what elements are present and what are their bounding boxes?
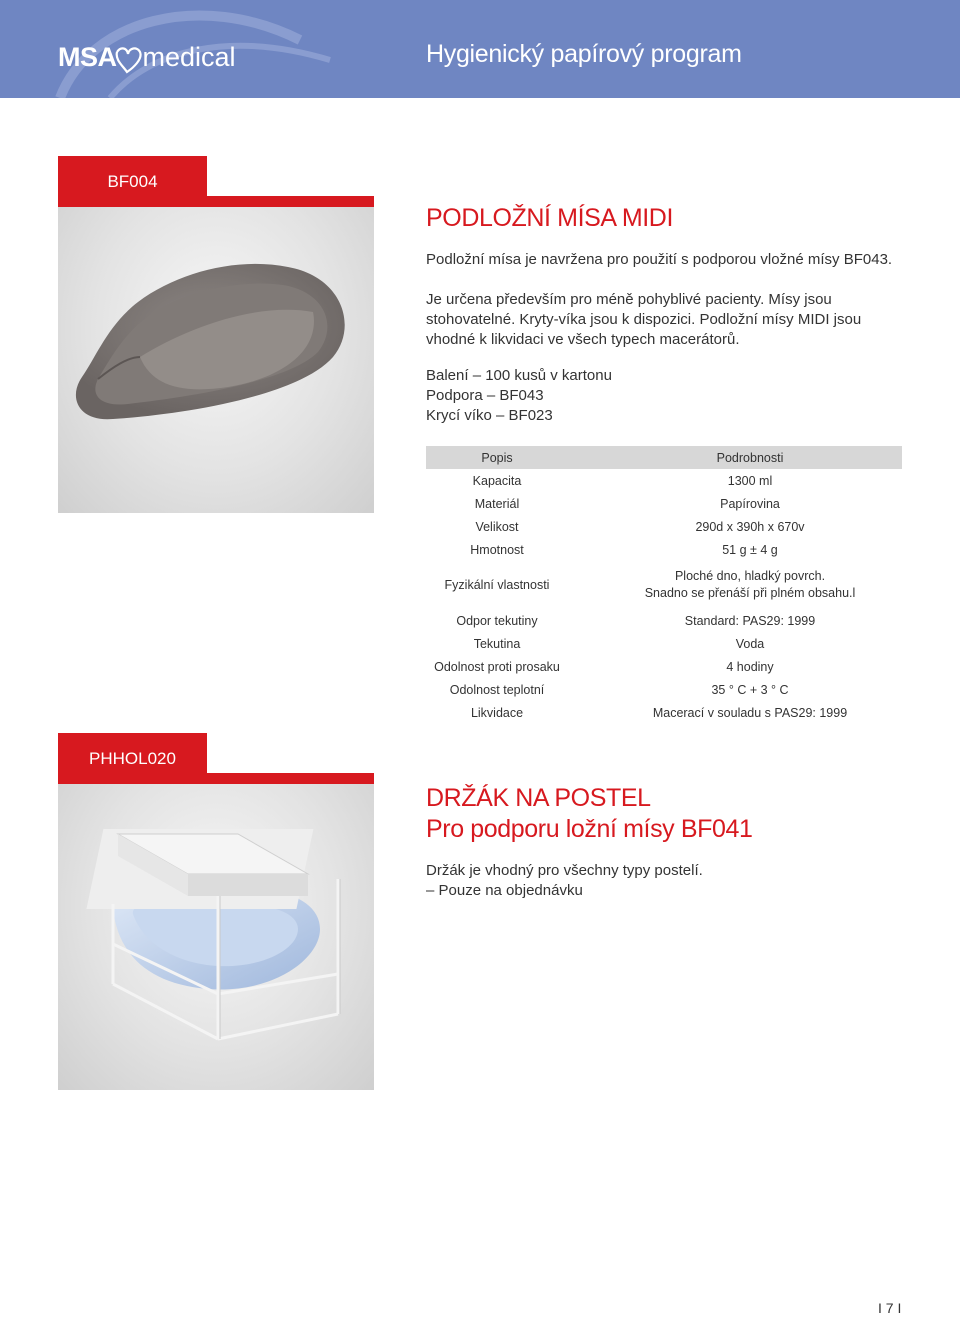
table-cell: Odolnost proti prosaku	[434, 659, 560, 674]
page-number: I 7 I	[878, 1300, 902, 1316]
product-red-bar	[58, 773, 374, 784]
table-cell: 1300 ml	[727, 473, 773, 488]
table-header-row	[426, 446, 902, 469]
logo-regular-text: medical	[142, 42, 236, 72]
description-paragraph: Je určena především pro méně pohyblivé pacienty. Mísy jsou stohovatelné. Kryty-víka jsou k dispozici. Podložní mísy MIDI jsou vhodné k likvidaci ve všech typech macerátorů.	[426, 291, 862, 348]
bed-holder-product-image	[58, 784, 374, 1090]
logo-heart-icon	[113, 46, 143, 74]
bedpan-product-image	[58, 207, 374, 513]
product-red-bar	[58, 196, 374, 207]
description-paragraph: Podložní mísa je navržena pro použití s podporou vložné mísy BF043.	[426, 251, 893, 268]
description-paragraph: Držák je vhodný pro všechny typy postelí.	[426, 862, 703, 879]
order-note: – Pouze na objednávku	[426, 882, 583, 899]
product-subtitle: Pro podporu ložní mísy BF041	[426, 815, 753, 843]
table-cell: Voda	[735, 636, 765, 651]
table-cell: Fyzikální vlastnosti	[444, 577, 550, 592]
packaging-info	[426, 366, 902, 426]
table-row	[426, 678, 902, 701]
table-row	[426, 563, 902, 607]
table-cell: Hmotnost	[470, 542, 524, 557]
table-row	[426, 655, 902, 678]
table-cell: Standard: PAS29: 1999	[684, 613, 816, 628]
table-row	[426, 609, 902, 632]
product-description	[426, 250, 902, 350]
column-header: Podrobnosti	[716, 450, 784, 465]
table-cell: Materiál	[474, 496, 520, 511]
product-title	[426, 783, 752, 845]
packaging-line: Balení – 100 kusů v kartonu	[426, 367, 612, 384]
product-code-tab: PHHOL020	[58, 733, 207, 773]
msa-medical-logo	[58, 38, 236, 82]
product-description	[426, 861, 902, 901]
table-cell: 290d x 390h x 670v	[695, 519, 805, 534]
lid-line: Krycí víko – BF023	[426, 407, 553, 424]
bed-holder-illustration	[58, 784, 374, 1090]
specification-table	[426, 446, 902, 724]
table-cell: Odolnost teplotní	[449, 682, 545, 697]
table-row	[426, 492, 902, 515]
table-cell: Macerací v souladu s PAS29: 1999	[652, 705, 848, 720]
table-cell-line: Snadno se přenáší při plném obsahu.l	[644, 586, 856, 600]
table-row	[426, 632, 902, 655]
page-title: Hygienický papírový program	[426, 40, 742, 68]
product-title-line: DRŽÁK NA POSTEL	[426, 784, 651, 812]
table-row	[426, 515, 902, 538]
bedpan-illustration	[58, 207, 374, 513]
column-header: Popis	[481, 450, 513, 465]
logo-bold-text: MSA	[58, 42, 117, 72]
table-cell: Velikost	[475, 519, 519, 534]
table-cell: Odpor tekutiny	[456, 613, 538, 628]
table-cell: Kapacita	[472, 473, 522, 488]
product-code-tab: BF004	[58, 156, 207, 196]
product-title: PODLOŽNÍ MÍSA MIDI	[426, 204, 673, 232]
table-cell: 4 hodiny	[726, 659, 774, 674]
table-cell	[568, 568, 902, 602]
table-row	[426, 701, 902, 724]
page-header	[0, 0, 960, 98]
table-cell: 35 ° C + 3 ° C	[711, 682, 789, 697]
table-cell: Tekutina	[473, 636, 521, 651]
support-line: Podpora – BF043	[426, 387, 544, 404]
table-row	[426, 538, 902, 561]
table-cell: Papírovina	[720, 496, 780, 511]
table-cell: 51 g ± 4 g	[722, 542, 778, 557]
table-row	[426, 469, 902, 492]
table-cell-line: Ploché dno, hladký povrch.	[674, 569, 826, 583]
table-cell: Likvidace	[470, 705, 524, 720]
